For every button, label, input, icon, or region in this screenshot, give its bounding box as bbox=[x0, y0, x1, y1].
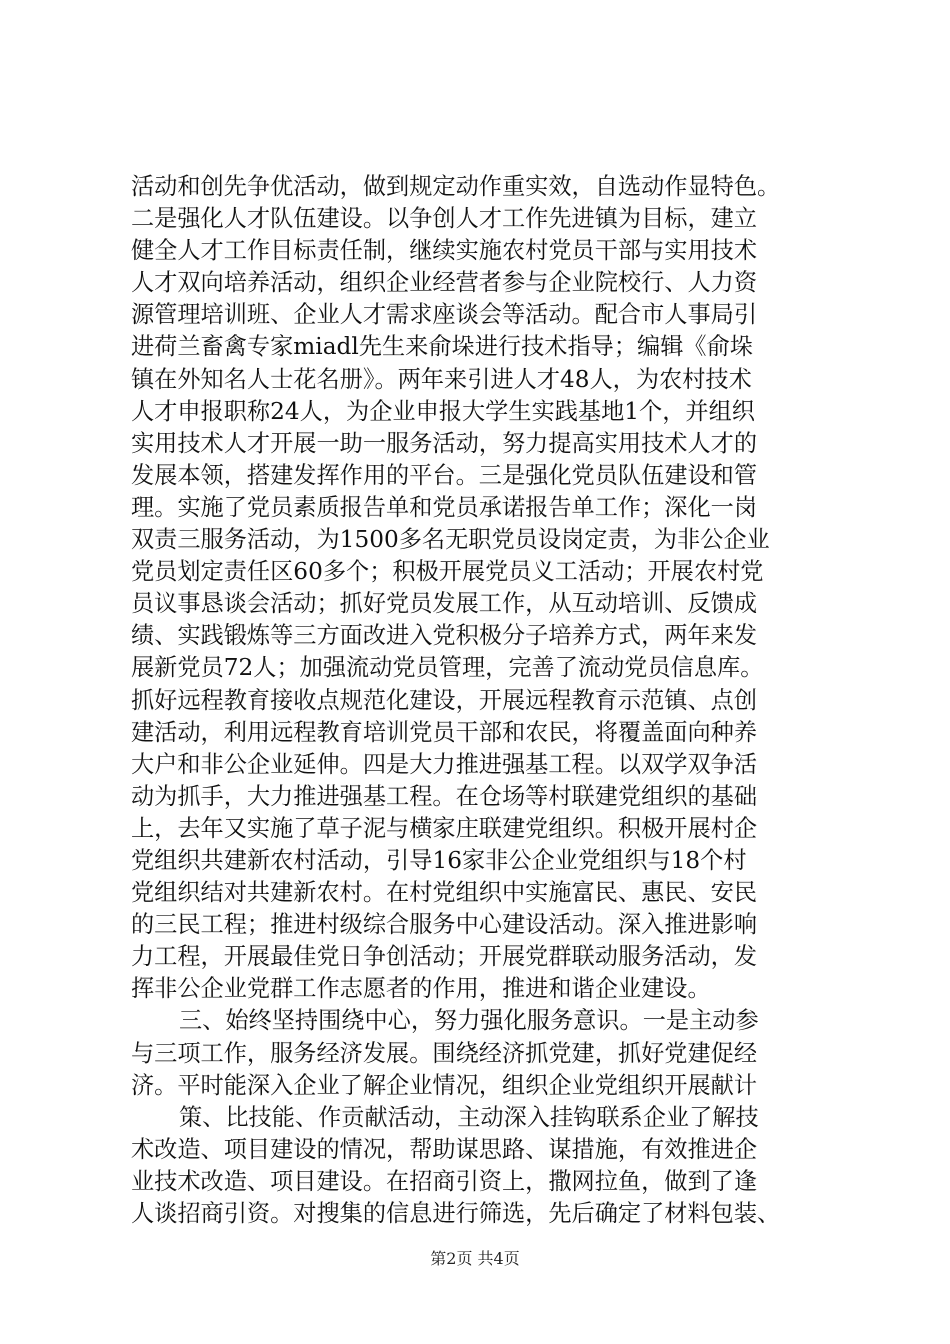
text-line: 党员划定责任区60多个；积极开展党员义工活动；开展农村党 bbox=[131, 558, 764, 586]
text-line: 业技术改造、项目建设。在招商引资上，撒网拉鱼，做到了逢 bbox=[131, 1167, 758, 1195]
text-line: 上，去年又实施了草子泥与横家庄联建党组织。积极开展村企 bbox=[131, 814, 758, 842]
text-line: 二是强化人才队伍建设。以争创人才工作先进镇为目标，建立 bbox=[131, 205, 758, 233]
text-line: 人才双向培养活动，组织企业经营者参与企业院校行、人力资 bbox=[131, 269, 758, 297]
text-line: 绩、实践锻炼等三方面改进入党积极分子培养方式，两年来发 bbox=[131, 622, 758, 650]
text-line: 实用技术人才开展一助一服务活动，努力提高实用技术人才的 bbox=[131, 429, 758, 457]
text-line: 理。实施了党员素质报告单和党员承诺报告单工作；深化一岗 bbox=[131, 493, 758, 521]
text-line: 策、比技能、作贡献活动，主动深入挂钩联系企业了解技 bbox=[179, 1103, 759, 1131]
text-line: 动为抓手，大力推进强基工程。在仓场等村联建党组织的基础 bbox=[131, 782, 758, 810]
text-line: 源管理培训班、企业人才需求座谈会等活动。配合市人事局引 bbox=[131, 301, 758, 329]
text-line: 展新党员72人；加强流动党员管理，完善了流动党员信息库。 bbox=[131, 654, 764, 682]
text-line: 建活动，利用远程教育培训党员干部和农民，将覆盖面向种养 bbox=[131, 718, 758, 746]
text-line: 人才申报职称24人，为企业申报大学生实践基地1个，并组织 bbox=[131, 397, 755, 425]
text-line: 双责三服务活动，为1500多名无职党员设岗定责，为非公企业 bbox=[131, 526, 770, 554]
text-line: 三、始终坚持围绕中心，努力强化服务意识。一是主动参 bbox=[179, 1007, 759, 1035]
text-line: 镇在外知名人士花名册》。两年来引进人才48人，为农村技术 bbox=[131, 365, 752, 393]
text-line: 挥非公企业党群工作志愿者的作用，推进和谐企业建设。 bbox=[131, 975, 711, 1003]
text-line: 术改造、项目建设的情况，帮助谋思路、谋措施，有效推进企 bbox=[131, 1135, 758, 1163]
text-line: 发展本领，搭建发挥作用的平台。三是强化党员队伍建设和管 bbox=[131, 461, 758, 489]
page-number-footer: 第2页 共4页 bbox=[430, 1249, 520, 1268]
body-text bbox=[131, 171, 851, 1230]
text-line: 健全人才工作目标责任制，继续实施农村党员干部与实用技术 bbox=[131, 237, 758, 265]
text-line: 力工程，开展最佳党日争创活动；开展党群联动服务活动，发 bbox=[131, 943, 758, 971]
text-line: 与三项工作，服务经济发展。围绕经济抓党建，抓好党建促经 bbox=[131, 1039, 758, 1067]
text-line: 党组织共建新农村活动，引导16家非公企业党组织与18个村 bbox=[131, 846, 747, 874]
text-line: 的三民工程；推进村级综合服务中心建设活动。深入推进影响 bbox=[131, 911, 758, 939]
text-line: 济。平时能深入企业了解企业情况，组织企业党组织开展献计 bbox=[131, 1071, 758, 1099]
text-line: 大户和非公企业延伸。四是大力推进强基工程。以双学双争活 bbox=[131, 750, 758, 778]
text-line: 活动和创先争优活动，做到规定动作重实效，自选动作显特色。 bbox=[131, 173, 781, 200]
text-line: 抓好远程教育接收点规范化建设，开展远程教育示范镇、点创 bbox=[131, 686, 758, 714]
text-line: 人谈招商引资。对搜集的信息进行筛选，先后确定了材料包装、 bbox=[131, 1200, 781, 1227]
text-line: 进荷兰畜禽专家miadl先生来俞垛进行技术指导；编辑《俞垛 bbox=[131, 333, 753, 361]
text-line: 员议事恳谈会活动；抓好党员发展工作，从互动培训、反馈成 bbox=[131, 590, 758, 618]
text-line: 党组织结对共建新农村。在村党组织中实施富民、惠民、安民 bbox=[131, 879, 758, 907]
